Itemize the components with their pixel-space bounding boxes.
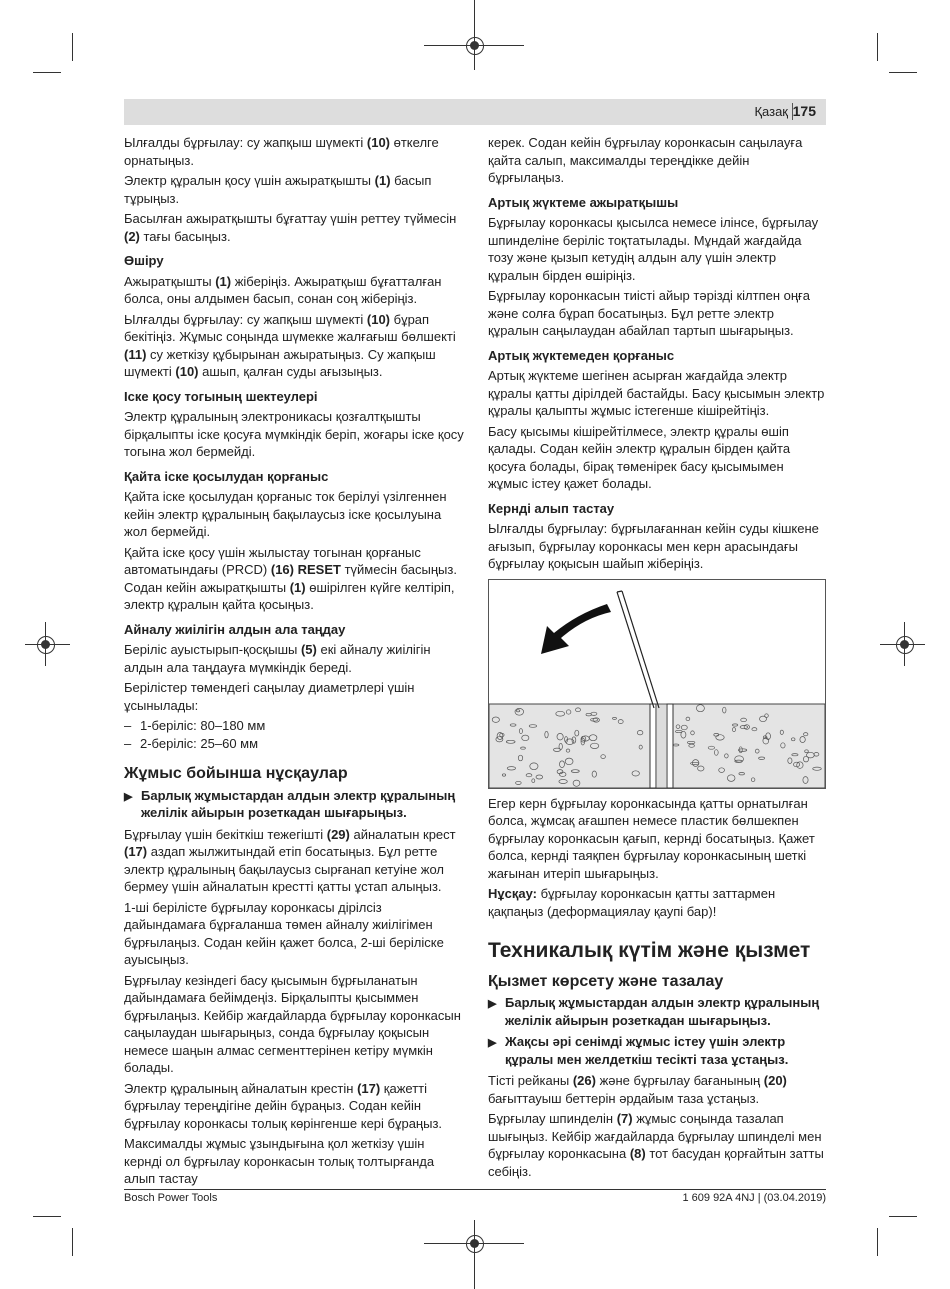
paragraph: Ылғалды бұрғылау: су жапқыш шүмекті (10) бұрап бекітіңіз. Жұмыс соңында шүмекке жалғағыш бөлшекті (11) су жеткізу құбырынан ажыратыңыз. Су жапқыш шүмекті (10) ашып, қалған суды ағызыңыз. — [124, 311, 456, 379]
left-column — [124, 134, 464, 1191]
page-number: 175 — [792, 103, 816, 119]
reference-number: (17) — [124, 844, 148, 859]
dash-bullet: – — [124, 735, 132, 751]
paragraph: Басу қысымы кішірейтілмесе, электр құралы өшіп қалады. Содан кейін электр құралын бірден қайта қосуға болады, бірақ төменірек басу қысымымен жұмыс істеу қажет болады. — [488, 423, 791, 491]
reference-number: (20) — [763, 1073, 787, 1088]
section-heading: Жұмыс бойынша нұсқаулар — [124, 765, 348, 782]
list-item-text: 2-беріліс: 25–60 мм — [140, 735, 259, 751]
reference-number: (10) — [175, 364, 199, 379]
section-heading: Айналу жиілігін алдын ала таңдау — [124, 621, 346, 637]
triangle-bullet-icon: ▶ — [488, 998, 497, 1010]
paragraph: Ылғалды бұрғылау: су жапқыш шүмекті (10) өткелге орнатыңыз. — [124, 135, 439, 168]
registration-mark-icon — [896, 636, 914, 654]
warning-text: Жақсы әрі сенімді жұмыс істеу үшін электр құралы мен желдеткіш тесікті таза ұстаңыз. — [505, 1034, 789, 1067]
reference-number: (26) — [572, 1073, 596, 1088]
paragraph: Максималды жұмыс ұзындығына қол жеткізу үшін кернді ол бұрғылау коронкасын толық толтырғанда алып тастау — [124, 1136, 435, 1186]
reference-number: (11) — [124, 346, 147, 362]
illustration-svg — [489, 580, 825, 788]
paragraph: Беріліс ауыстырып-қосқышы (5) екі айналу жиілігін алдын ала таңдауға мүмкіндік береді. — [124, 642, 431, 675]
reference-number: (16) RESET — [270, 562, 341, 577]
triangle-bullet-icon: ▶ — [124, 790, 133, 803]
paragraph: керек. Содан кейін бұрғылау коронкасын саңылауға қайта салып, максималды тереңдікке дейін бұрғылаңыз. — [488, 135, 803, 185]
warning-text: Барлық жұмыстардан алдын электр құралының желілік айырын розеткадан шығарыңыз. — [505, 995, 820, 1028]
crop-mark — [33, 1216, 61, 1217]
triangle-bullet-icon: ▶ — [488, 1037, 497, 1049]
paragraph: Егер керн бұрғылау коронкасында қатты орнатылған болса, жұмсақ ағашпен немесе пластик бөлшекпен бұрғылау коронкасын қағып, кернді босатыңыз. Қажет болса, кернді таяқпен бұрғылау коронкасының шеткі жағынан итеріп шығарыңыз. — [488, 795, 815, 881]
crop-mark — [72, 1228, 73, 1256]
list-item-text: 1-беріліс: 80–180 мм — [140, 718, 266, 733]
paragraph: Электр құралын қосу үшін ажыратқышты (1) басып тұрыңыз. — [124, 173, 432, 206]
gear-list — [124, 717, 464, 752]
list-item — [124, 735, 464, 753]
core-removal-illustration — [488, 579, 826, 789]
list-item — [124, 717, 464, 735]
crop-mark — [33, 72, 61, 73]
section-heading: Кернді алып тастау — [488, 500, 615, 516]
paragraph: 1-ші берілісте бұрғылау коронкасы дірілсіз дайындамаға бұрғаланша төмен айналу жиілігімен бұрғылаңыз. Содан кейін қажет болса, 2-ші берілiске ауысыңыз. — [124, 899, 444, 967]
footer-brand: Bosch Power Tools — [124, 1192, 218, 1204]
reference-number: (10) — [366, 135, 391, 150]
paragraph: Ылғалды бұрғылау: бұрғылағаннан кейін суды кішкене ағызып, бұрғылау коронкасы мен керн арасындағы бұрғылау қоқысын шайып жіберіңіз. — [488, 521, 819, 571]
registration-mark-icon — [466, 37, 484, 55]
crop-mark — [889, 1216, 917, 1217]
paragraph: Бұрғылау шпинделін (7) жұмыс соңында тазалап шығыңыз. Кейбір жағдайларда бұрғылау шпинделі мен бұрғылау коронкасына (8) тот басудан қорғайтын затты себіңіз. — [488, 1111, 824, 1179]
crop-mark — [877, 1228, 878, 1256]
push-rod — [617, 591, 622, 592]
warning-item — [124, 787, 464, 822]
right-column — [488, 134, 826, 1183]
core-bit-wall — [650, 704, 656, 788]
paragraph: Қайта іске қосылудан қорғаныс ток берілуі үзілгеннен кейін электр құралының бақылаусыз іске қосылуына жол бермейді. — [124, 489, 447, 539]
paragraph: Бұрғылау кезіндегі басу қысымын бұрғыланатын дайындамаға бейімдеңіз. Бірқалыпты қысыммен бұрғылаңыз. Кейбір жағдайларда бұрғылау коронкасын саңылаудан шығарыңыз, сонда бұрғылау қоқысын немесе шаңын алмас сегменттерінен кетіру мүмкін болады. — [124, 972, 461, 1075]
reference-number: Нұсқау: — [488, 886, 537, 901]
paragraph: Бұрғылау коронкасы қысылса немесе ілінсе, бұрғылау шпинделіне беріліс тоқтатылады. Мұндай жағдайда тозу және қызып кетудің алдын алу үшін электр құралын бірден өшіріңіз. — [488, 215, 819, 283]
paragraph: Нұсқау: бұрғылау коронкасын қатты заттармен қақпаңыз (деформациялау қаупі бар)! — [488, 886, 776, 919]
section-heading: Артық жүктемеден қорғаныс — [488, 347, 675, 363]
warning-item — [488, 1033, 826, 1068]
push-rod — [617, 592, 654, 708]
reference-number: (10) — [366, 311, 391, 327]
crop-mark — [889, 72, 917, 73]
push-rod — [622, 591, 659, 708]
paragraph: Электр құралының айналатын крестін (17) қажетті бұрғылау тереңдігіне дейін бұраңыз. Содан кейін бұрғылау коронкасы толық көрінгенше кері бұраңыз. — [124, 1080, 443, 1131]
paragraph: Тісті рейканы (26) және бұрғылау бағанының (20) бағыттауыш беттерін әрдайым таза ұстаңыз. — [488, 1073, 787, 1106]
concrete-block — [673, 704, 825, 788]
section-heading: Өшіру — [124, 253, 164, 268]
reference-number: (1) — [215, 273, 232, 289]
crop-mark — [72, 33, 73, 61]
warning-item — [488, 994, 826, 1029]
page-header — [124, 99, 826, 125]
registration-line — [474, 1220, 475, 1289]
reference-number: (8) — [629, 1146, 646, 1161]
core-bit-wall — [667, 704, 673, 788]
reference-number: (29) — [326, 826, 350, 842]
paragraph: Берілістер төмендегі саңылау диаметрлері үшін ұсынылады: — [124, 680, 415, 713]
header-language: Қазақ — [754, 104, 788, 119]
dash-bullet: – — [124, 718, 132, 733]
paragraph: Электр құралының электроникасы қозғалтқышты бірқалыпты іске қосуға мүмкіндік беріп, жоғары іске қосу тогына жол бермейді. — [124, 409, 464, 459]
section-heading: Артық жүктеме ажыратқышы — [488, 194, 679, 210]
chapter-heading: Техникалық күтім және қызмет — [488, 939, 811, 962]
section-heading: Іске қосу тогының шектеулері — [124, 388, 318, 404]
reference-number: (2) — [124, 228, 140, 244]
paragraph: Бұрғылау үшін бекіткіш тежегішті (29) айналатын крест (17) аздап жылжитындай етіп босатыңыз. Бұл ретте электр құралының бақылаусыз сырғанап кетуіне жол бермеу үшін айналатын крестті қатты ұстап алыңыз. — [124, 826, 456, 894]
registration-line — [474, 0, 475, 70]
reference-number: (1) — [289, 579, 306, 595]
drill-core — [656, 704, 667, 788]
footer-rule — [124, 1189, 826, 1190]
paragraph: Қайта іске қосу үшін жылыстау тогынан қорғаныс автоматындағы (PRCD) (16) RESET түймесін басыңыз. Содан кейін ажыратқышты (1) өшірілген күйге келтіріп, электр құралын қайта қосыңыз. — [124, 544, 457, 612]
registration-mark-icon — [37, 636, 55, 654]
footer-doc-number: 1 609 92A 4NJ | (03.04.2019) — [682, 1192, 826, 1204]
crop-mark — [877, 33, 878, 61]
paragraph: Ажыратқышты (1) жіберіңіз. Ажыратқыш бұғатталған болса, оны алдымен басып, сонан соң жіберіңіз. — [124, 273, 442, 306]
section-heading: Қызмет көрсету және тазалау — [488, 972, 724, 990]
reference-number: (7) — [616, 1111, 633, 1126]
paragraph: Басылған ажыратқышты бұғаттау үшін реттеу түймесін (2) тағы басыңыз. — [124, 211, 457, 244]
concrete-block — [489, 704, 650, 788]
rotation-arrow-icon — [541, 604, 611, 654]
warning-text: Барлық жұмыстардан алдын электр құралының желілік айырын розеткадан шығарыңыз. — [141, 787, 456, 820]
reference-number: (5) — [300, 642, 317, 657]
paragraph: Артық жүктеме шегінен асырған жағдайда электр құралы қатты дірілдей бастайды. Басу қысымын электр құралы қалыпты жұмыс істегенше кішірейтіңіз. — [488, 368, 825, 418]
paragraph: Бұрғылау коронкасын тиісті айыр тәрізді кілтпен оңға және солға бұрап босатыңыз. Бұл ретте электр құралын саңылаудан абайлап тартып шығарыңыз. — [488, 288, 811, 338]
registration-mark-icon — [466, 1235, 484, 1253]
reference-number: (17) — [357, 1080, 381, 1096]
reference-number: (1) — [374, 173, 391, 188]
section-heading: Қайта іске қосылудан қорғаныс — [124, 468, 329, 484]
